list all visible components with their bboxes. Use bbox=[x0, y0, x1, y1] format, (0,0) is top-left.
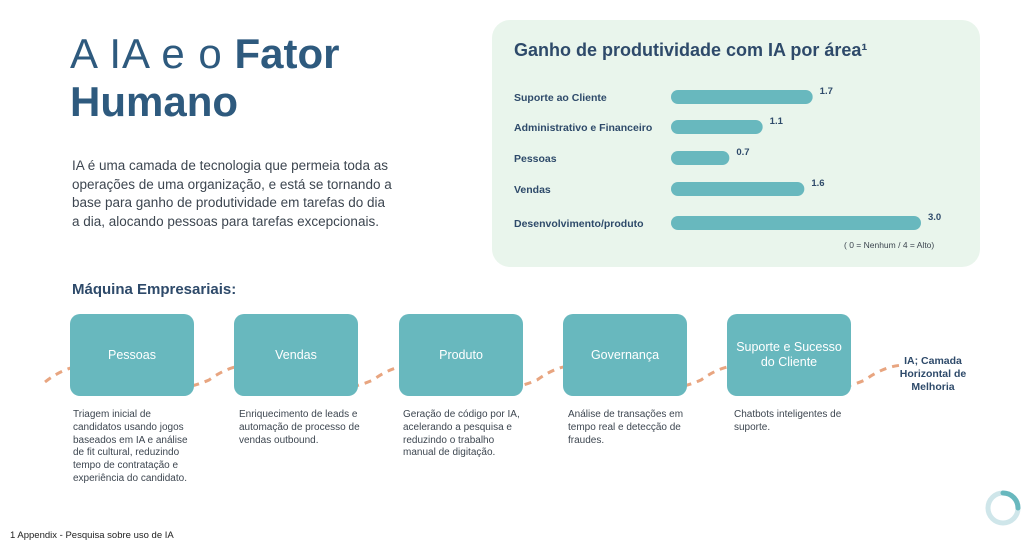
pillar-description-produto: Geração de código por IA, acelerando a pesquisa e reduzindo o trabalho manual de digitação. bbox=[403, 409, 520, 459]
pillar-vendas bbox=[234, 314, 358, 396]
chart-card bbox=[492, 20, 980, 267]
bar bbox=[671, 90, 813, 104]
pillar-label: Produto bbox=[439, 347, 483, 362]
logo-icon bbox=[983, 488, 1023, 528]
pillar-description-vendas: Enriquecimento de leads e automação de processo de vendas outbound. bbox=[239, 409, 360, 446]
footnote: 1 Appendix - Pesquisa sobre uso de IA bbox=[10, 530, 174, 541]
page-title bbox=[70, 30, 339, 126]
pillar-label: Governança bbox=[590, 347, 660, 362]
pillar-suporte bbox=[727, 314, 851, 396]
bar bbox=[671, 151, 729, 165]
value-label: 1.7 bbox=[819, 86, 833, 97]
category-label: Administrativo e Financeiro bbox=[514, 122, 653, 134]
pillar-governanca bbox=[563, 314, 687, 396]
intro-paragraph: IA é uma camada de tecnologia que permeia toda as operações de uma organização, e está se tornando a base para ganho de produtividade em tarefas do dia a dia, alocando pessoas para tarefas excepcionais. bbox=[72, 158, 392, 229]
pillar-description-governanca: Análise de transações em tempo real e detecção de fraudes. bbox=[568, 409, 684, 446]
pillar-pessoas bbox=[70, 314, 194, 396]
pillar-label: Vendas bbox=[275, 347, 317, 362]
pillar-description-pessoas: Triagem inicial de candidatos usando jogos baseados em IA e análise de fit cultural, reduzindo tempo de contratação e experiência do candidato. bbox=[73, 409, 188, 484]
value-label: 0.7 bbox=[736, 147, 750, 158]
bar bbox=[671, 182, 804, 196]
title-light: A IA e o bbox=[70, 30, 223, 77]
pillar-description-suporte: Chatbots inteligentes de suporte. bbox=[734, 409, 842, 433]
bar bbox=[671, 216, 921, 230]
category-label: Pessoas bbox=[514, 153, 557, 165]
bar-chart bbox=[492, 20, 980, 267]
chart-title: Ganho de produtividade com IA por área¹ bbox=[514, 40, 868, 60]
title-bold-1: Fator bbox=[234, 30, 340, 77]
category-label: Vendas bbox=[514, 184, 551, 196]
value-label: 1.1 bbox=[769, 116, 783, 127]
category-label: Suporte ao Cliente bbox=[514, 92, 607, 104]
pillar-label: Suporte e Sucesso do Cliente bbox=[736, 340, 842, 369]
side-label: IA; Camada Horizontal de Melhoria bbox=[899, 355, 967, 393]
chart-scale-note: ( 0 = Nenhum / 4 = Alto) bbox=[844, 240, 935, 250]
title-bold-2: Humano bbox=[70, 78, 238, 125]
bar bbox=[671, 120, 763, 134]
section-title: Máquina Empresariais: bbox=[72, 281, 237, 298]
value-label: 1.6 bbox=[811, 178, 825, 189]
value-label: 3.0 bbox=[928, 212, 942, 223]
pillar-label: Pessoas bbox=[108, 347, 156, 362]
pillar-produto bbox=[399, 314, 523, 396]
category-label: Desenvolvimento/produto bbox=[514, 218, 644, 230]
